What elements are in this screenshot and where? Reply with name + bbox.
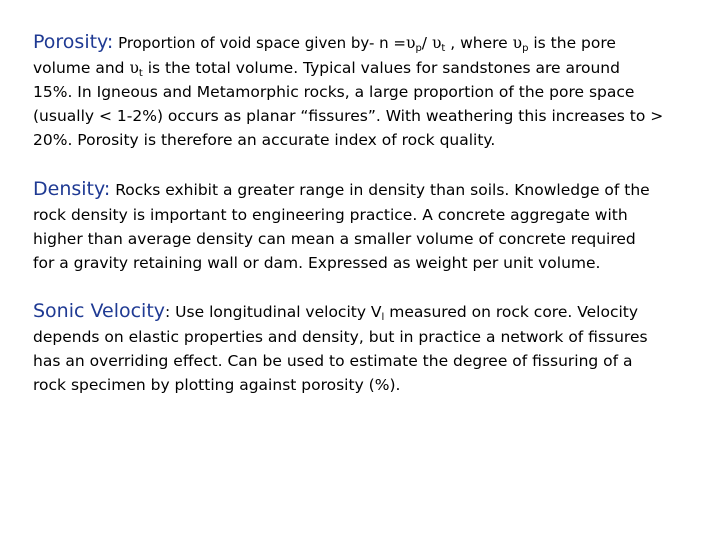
upsilon-symbol: υ [431, 34, 442, 52]
upsilon-symbol: υ [129, 59, 139, 77]
sonic-line-1b: measured on rock core. Velocity [384, 303, 639, 321]
where-text: , where [445, 34, 513, 52]
porosity-paragraph [33, 29, 693, 152]
sonic-line-1 [33, 298, 693, 325]
subscript-l: l [381, 312, 385, 323]
porosity-line-1 [33, 29, 693, 56]
subscript-t: t [138, 68, 143, 79]
density-line-1 [33, 176, 693, 203]
sonic-velocity-paragraph [33, 298, 693, 397]
subscript-t: t [441, 43, 446, 54]
sonic-line-2: depends on elastic properties and density, but in practice a network of fissures [33, 328, 648, 346]
porosity-line-4: (usually < 1-2%) occurs as planar “fissures”. With weathering this increases to > [33, 107, 664, 125]
porosity-line-5: 20%. Porosity is therefore an accurate index of rock quality. [33, 131, 496, 149]
porosity-line-2a: volume and [33, 59, 130, 77]
sonic-line-4: rock specimen by plotting against porosity (%). [33, 376, 401, 394]
upsilon-symbol: υ [406, 34, 416, 52]
subscript-p: p [522, 43, 529, 54]
is-pore-text: is the pore [528, 34, 616, 52]
density-paragraph [33, 176, 693, 275]
density-line-2: rock density is important to engineering practice. A concrete aggregate with [33, 206, 628, 224]
subscript-p: p [415, 43, 422, 54]
density-term: Density: [33, 178, 111, 200]
density-line-4: for a gravity retaining wall or dam. Expressed as weight per unit volume. [33, 254, 601, 272]
porosity-intro: Proportion of void space given by- n = [113, 34, 406, 52]
porosity-line-3: 15%. In Igneous and Metamorphic rocks, a large proportion of the pore space [33, 83, 635, 101]
porosity-line-2 [33, 56, 693, 80]
slash-symbol: / [421, 34, 432, 52]
porosity-term: Porosity: [33, 31, 114, 53]
sonic-line-1a: : Use longitudinal velocity V [165, 303, 382, 321]
upsilon-symbol: υ [512, 34, 523, 52]
sonic-line-3: has an overriding effect. Can be used to estimate the degree of fissuring of a [33, 352, 633, 370]
density-line-1-text: Rocks exhibit a greater range in density than soils. Knowledge of the [110, 181, 650, 199]
sonic-velocity-term: Sonic Velocity [33, 300, 166, 322]
porosity-line-2b: is the total volume. Typical values for sandstones are around [142, 59, 620, 77]
density-line-3: higher than average density can mean a smaller volume of concrete required [33, 230, 636, 248]
